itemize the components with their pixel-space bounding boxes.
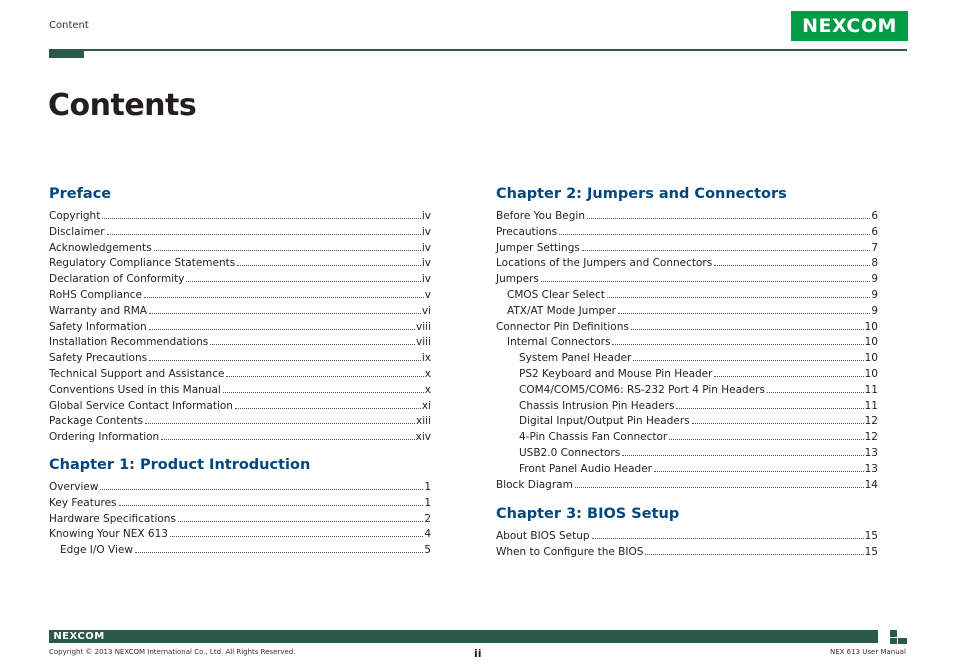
toc-entry[interactable] [49, 479, 431, 493]
toc-entry-page: 9 [871, 273, 878, 286]
nexcom-logo: NEXCOM [791, 11, 908, 41]
toc-entry-title: CMOS Clear Select [507, 289, 605, 301]
toc-dot-leader [612, 344, 863, 345]
toc-entry-title: Locations of the Jumpers and Connectors [496, 257, 713, 270]
toc-entry[interactable] [49, 287, 431, 301]
toc-dot-leader [618, 313, 870, 314]
toc-entry-title: RoHS Compliance [49, 289, 142, 301]
toc-entry-title: 4-Pin Chassis Fan Connector [519, 431, 668, 444]
toc-entry-title: Regulatory Compliance Statements [49, 257, 236, 270]
toc-entry-title: Key Features [49, 496, 117, 509]
toc-dot-leader [676, 408, 863, 409]
header-section-label: Content [49, 20, 89, 31]
toc-entry-page: v [424, 289, 431, 301]
toc-entry[interactable] [496, 224, 878, 238]
toc-entry[interactable] [496, 528, 878, 542]
toc-entry-title: Copyright [49, 210, 101, 222]
toc-entry-title: Overview [49, 481, 99, 493]
toc-entry[interactable] [496, 271, 878, 285]
toc-entry-page: vi [421, 304, 431, 317]
toc-entry-title: Front Panel Audio Header [519, 462, 652, 475]
toc-dot-leader [714, 376, 863, 377]
toc-entry-title: Package Contents [49, 415, 144, 428]
toc-entry-page: 5 [424, 544, 431, 557]
toc-entry-page: 11 [864, 399, 878, 412]
toc-entry[interactable] [496, 303, 878, 317]
toc-entry-page: 6 [871, 225, 878, 238]
toc-entry[interactable] [49, 334, 431, 348]
toc-entry-title: Block Diagram [496, 478, 573, 491]
toc-dot-leader [541, 281, 870, 282]
toc-dot-leader [645, 554, 863, 555]
toc-dot-leader [767, 392, 864, 393]
toc-dot-leader [714, 265, 870, 266]
toc-dot-leader [107, 234, 421, 235]
toc-entry-page: 10 [864, 352, 878, 365]
toc-entry-page: iv [421, 273, 431, 286]
toc-entry-page: 1 [424, 481, 431, 493]
toc-entry-title: Global Service Contact Information [49, 399, 233, 412]
page-title: Contents [48, 88, 197, 123]
toc-entry[interactable] [49, 224, 431, 238]
toc-dot-leader [100, 489, 423, 490]
toc-entry-page: 8 [871, 257, 878, 270]
toc-entry-page: x [424, 368, 431, 380]
footer-square-icon [898, 638, 907, 644]
toc-entry-page: xiv [415, 431, 431, 444]
toc-entry-title: System Panel Header [519, 352, 632, 365]
toc-entry[interactable] [496, 445, 878, 459]
toc-dot-leader [633, 360, 863, 361]
toc-entry[interactable] [49, 350, 431, 364]
footer-copyright: Copyright © 2013 NEXCOM International Co., Ltd. All Rights Reserved. [49, 648, 296, 656]
toc-entry-title: Chassis Intrusion Pin Headers [519, 399, 675, 412]
toc-entry-title: Technical Support and Assistance [49, 368, 225, 380]
toc-entry-title: Conventions Used in this Manual [49, 383, 221, 396]
toc-entry-page: 10 [864, 320, 878, 333]
toc-entry[interactable] [49, 413, 431, 427]
toc-dot-leader [135, 552, 423, 553]
toc-entry-page: 15 [864, 545, 878, 558]
toc-dot-leader [692, 423, 864, 424]
toc-entry[interactable] [496, 477, 878, 491]
toc-entry-title: Knowing Your NEX 613 [49, 528, 168, 541]
toc-dot-leader [575, 487, 864, 488]
toc-entry-title: PS2 Keyboard and Mouse Pin Header [519, 368, 713, 380]
toc-entry-page: 11 [864, 383, 878, 396]
toc-dot-leader [154, 250, 421, 251]
toc-entry[interactable] [49, 382, 431, 396]
toc-entry[interactable] [496, 350, 878, 364]
toc-dot-leader [587, 218, 870, 219]
toc-dot-leader [144, 297, 424, 298]
toc-dot-leader [622, 455, 863, 456]
header-rule [49, 49, 907, 51]
toc-entry-title: Connector Pin Definitions [496, 320, 629, 333]
toc-entry[interactable] [49, 511, 431, 525]
toc-dot-leader [226, 376, 423, 377]
toc-entry-page: 14 [864, 478, 878, 491]
toc-entry[interactable] [49, 366, 431, 380]
toc-dot-leader [654, 471, 864, 472]
footer-square-icon [890, 630, 897, 637]
toc-entry-title: Disclaimer [49, 225, 105, 238]
toc-entry-page: 9 [871, 304, 878, 317]
toc-dot-leader [237, 265, 421, 266]
toc-entry-page: 9 [871, 289, 878, 301]
toc-entry[interactable] [49, 303, 431, 317]
toc-entry[interactable] [49, 429, 431, 443]
toc-entry-page: 10 [864, 336, 878, 349]
toc-entry-page: xiii [416, 415, 431, 428]
toc-entry-title: Edge I/O View [60, 544, 133, 557]
toc-entry[interactable] [496, 398, 878, 412]
toc-entry[interactable] [49, 526, 431, 540]
toc-dot-leader [119, 505, 424, 506]
toc-entry-title: Jumper Settings [496, 241, 580, 254]
toc-entry[interactable] [496, 461, 878, 475]
toc-entry[interactable] [496, 319, 878, 333]
section-heading: Preface [49, 186, 112, 202]
section-heading: Chapter 3: BIOS Setup [496, 506, 680, 522]
toc-dot-leader [235, 408, 421, 409]
toc-entry[interactable] [496, 255, 878, 269]
toc-entry-page: 12 [864, 431, 878, 444]
toc-entry-title: When to Configure the BIOS [496, 545, 644, 558]
toc-dot-leader [149, 360, 421, 361]
footer-manual-name: NEX 613 User Manual [830, 648, 906, 656]
toc-entry[interactable] [49, 495, 431, 509]
toc-entry-title: ATX/AT Mode Jumper [507, 304, 616, 317]
toc-entry-page: iv [421, 210, 431, 222]
toc-entry-page: iv [421, 225, 431, 238]
toc-entry[interactable] [49, 271, 431, 285]
toc-dot-leader [149, 313, 421, 314]
toc-dot-leader [145, 423, 415, 424]
toc-dot-leader [582, 250, 870, 251]
toc-entry[interactable] [49, 319, 431, 333]
toc-dot-leader [102, 218, 421, 219]
toc-dot-leader [161, 439, 414, 440]
footer-page-number: ii [474, 647, 482, 660]
toc-entry-page: viii [416, 336, 431, 349]
toc-dot-leader [210, 344, 415, 345]
toc-entry-title: Jumpers [496, 273, 539, 286]
toc-entry-page: xi [421, 399, 431, 412]
toc-entry[interactable] [496, 334, 878, 348]
toc-entry[interactable] [496, 544, 878, 558]
toc-entry-title: Declaration of Conformity [49, 273, 185, 286]
toc-entry-title: Before You Begin [496, 210, 586, 222]
footer-square-icon [890, 638, 897, 644]
toc-dot-leader [592, 538, 864, 539]
toc-dot-leader [607, 297, 870, 298]
section-heading: Chapter 2: Jumpers and Connectors [496, 186, 787, 202]
toc-entry[interactable] [49, 542, 431, 556]
footer-nexcom-logo: NEXCOM [53, 631, 105, 642]
toc-entry-title: USB2.0 Connectors [519, 447, 621, 459]
toc-entry-title: Warranty and RMA [49, 304, 147, 317]
toc-entry-title: Internal Connectors [507, 336, 611, 349]
toc-entry[interactable] [49, 240, 431, 254]
toc-entry-title: Safety Information [49, 320, 147, 333]
toc-entry-page: 13 [864, 462, 878, 475]
toc-dot-leader [170, 536, 423, 537]
toc-entry-title: Safety Precautions [49, 352, 148, 365]
toc-entry-title: Precautions [496, 225, 558, 238]
toc-entry-title: Installation Recommendations [49, 336, 209, 349]
toc-entry-page: viii [416, 320, 431, 333]
toc-entry[interactable] [49, 255, 431, 269]
toc-entry-page: 1 [424, 496, 431, 509]
toc-entry[interactable] [496, 208, 878, 222]
header-accent-block [49, 49, 84, 58]
toc-dot-leader [669, 439, 863, 440]
page-header [0, 0, 954, 60]
toc-entry-page: 7 [871, 241, 878, 254]
toc-entry-page: 4 [424, 528, 431, 541]
toc-entry-page: 15 [864, 530, 878, 542]
toc-entry-title: Hardware Specifications [49, 512, 176, 525]
toc-entry-page: 6 [871, 210, 878, 222]
toc-entry[interactable] [49, 398, 431, 412]
section-heading: Chapter 1: Product Introduction [49, 457, 311, 473]
toc-dot-leader [149, 329, 415, 330]
toc-entry-page: iv [421, 241, 431, 254]
toc-entry-page: 13 [864, 447, 878, 459]
toc-dot-leader [223, 392, 424, 393]
toc-entry[interactable] [496, 413, 878, 427]
toc-entry-title: About BIOS Setup [496, 530, 590, 542]
toc-entry[interactable] [49, 208, 431, 222]
toc-entry[interactable] [496, 287, 878, 301]
toc-entry-title: COM4/COM5/COM6: RS-232 Port 4 Pin Headers [519, 383, 765, 396]
toc-entry-page: 2 [424, 512, 431, 525]
toc-entry-page: 12 [864, 415, 878, 428]
footer-bar [49, 630, 878, 643]
toc-entry-title: Digital Input/Output Pin Headers [519, 415, 690, 428]
toc-entry[interactable] [496, 240, 878, 254]
toc-entry[interactable] [496, 366, 878, 380]
toc-entry-page: ix [421, 352, 431, 365]
toc-entry-page: x [424, 383, 431, 396]
toc-entry[interactable] [496, 382, 878, 396]
toc-dot-leader [186, 281, 420, 282]
toc-entry[interactable] [496, 429, 878, 443]
toc-dot-leader [178, 521, 423, 522]
toc-entry-page: iv [421, 257, 431, 270]
toc-entry-page: 10 [864, 368, 878, 380]
toc-entry-title: Acknowledgements [49, 241, 152, 254]
toc-dot-leader [631, 329, 864, 330]
toc-dot-leader [559, 234, 870, 235]
toc-entry-title: Ordering Information [49, 431, 160, 444]
